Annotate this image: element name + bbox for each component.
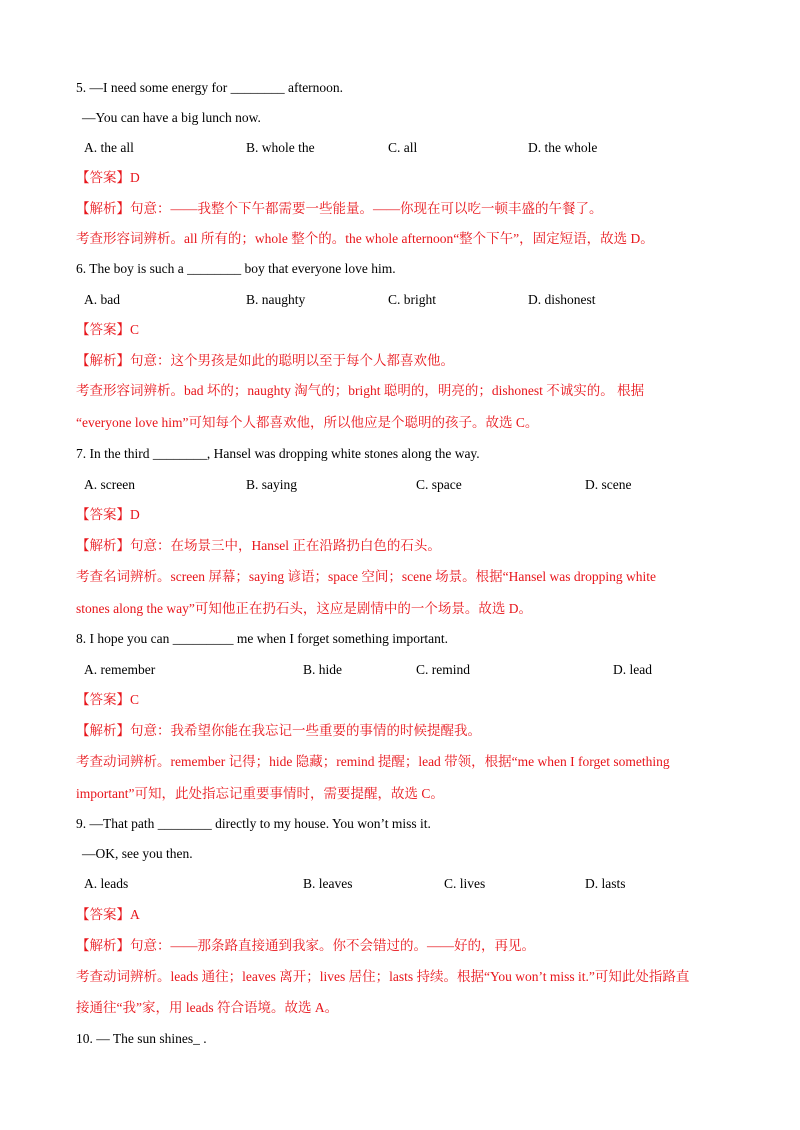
question-5-reply: —You can have a big lunch now.	[82, 110, 261, 125]
question-8-option-d: D. lead	[613, 662, 652, 677]
question-8-option-b: B. hide	[303, 662, 342, 677]
question-7-explanation-line-1: 考查名词辨析。screen 屏幕；saying 谚语；space 空间；scene 场景。根据“Hansel was dropping white	[76, 569, 657, 584]
question-6-option-b: B. naughty	[246, 292, 306, 307]
question-6-option-d: D. dishonest	[528, 292, 596, 307]
question-9-answer: 【答案】A	[76, 907, 140, 922]
question-9-stem: 9. —That path ________ directly to my house. You won’t miss it.	[76, 816, 431, 831]
question-7-analysis: 【解析】句意：在场景三中，Hansel 正在沿路扔白色的石头。	[76, 538, 441, 553]
question-5-option-c: C. all	[388, 140, 418, 155]
question-6-analysis: 【解析】句意：这个男孩是如此的聪明以至于每个人都喜欢他。	[76, 353, 454, 368]
question-8-option-a: A. remember	[84, 662, 156, 677]
question-9-option-b: B. leaves	[303, 876, 353, 891]
question-5-answer: 【答案】D	[76, 170, 140, 185]
question-7-option-c: C. space	[416, 477, 462, 492]
question-7-stem: 7. In the third ________, Hansel was dropping white stones along the way.	[76, 446, 480, 461]
question-6-option-c: C. bright	[388, 292, 437, 307]
question-8-analysis: 【解析】句意：我希望你能在我忘记一些重要的事情的时候提醒我。	[76, 723, 481, 738]
question-9-reply: —OK, see you then.	[82, 846, 193, 861]
question-5-explanation: 考查形容词辨析。all 所有的；whole 整个的。the whole afternoon“整个下午”，固定短语，故选 D。	[76, 231, 654, 246]
question-9-option-a: A. leads	[84, 876, 129, 891]
question-9-analysis: 【解析】句意：——那条路直接通到我家。你不会错过的。——好的，再见。	[76, 938, 535, 953]
question-6-answer: 【答案】C	[76, 322, 140, 337]
question-9-explanation-line-1: 考查动词辨析。leads 通往；leaves 离开；lives 居住；lasts 持续。根据“You won’t miss it.”可知此处指路直	[76, 969, 690, 984]
question-8-explanation-line-2: important”可知，此处指忘记重要事情时，需要提醒，故选 C。	[76, 786, 444, 801]
question-6-explanation-line-1: 考查形容词辨析。bad 坏的；naughty 淘气的；bright 聪明的，明亮的；dishonest 不诚实的。 根据	[76, 383, 645, 398]
question-6-option-a: A. bad	[84, 292, 120, 307]
question-5-option-a: A. the all	[84, 140, 134, 155]
question-5-option-d: D. the whole	[528, 140, 598, 155]
question-7-answer: 【答案】D	[76, 507, 140, 522]
question-9-option-c: C. lives	[444, 876, 486, 891]
question-6-stem: 6. The boy is such a ________ boy that everyone love him.	[76, 261, 396, 276]
question-5-option-b: B. whole the	[246, 140, 315, 155]
question-5-stem: 5. —I need some energy for ________ afternoon.	[76, 80, 344, 95]
question-7-option-d: D. scene	[585, 477, 632, 492]
question-8-stem: 8. I hope you can _________ me when I forget something important.	[76, 631, 449, 646]
question-7-explanation-line-2: stones along the way”可知他正在扔石头，这应是剧情中的一个场景。故选 D。	[76, 601, 532, 616]
question-7-option-a: A. screen	[84, 477, 135, 492]
question-9-option-d: D. lasts	[585, 876, 626, 891]
question-5-analysis: 【解析】句意：——我整个下午都需要一些能量。——你现在可以吃一顿丰盛的午餐了。	[76, 201, 603, 216]
question-7-option-b: B. saying	[246, 477, 298, 492]
question-6-explanation-line-2: “everyone love him”可知每个人都喜欢他，所以他应是个聪明的孩子。故选 C。	[76, 415, 539, 430]
question-8-explanation-line-1: 考查动词辨析。remember 记得；hide 隐藏；remind 提醒；lead 带领，根据“me when I forget something	[76, 754, 670, 769]
question-10-stem: 10. — The sun shines_ .	[76, 1031, 207, 1046]
question-8-option-c: C. remind	[416, 662, 470, 677]
question-9-explanation-line-2: 接通往“我”家，用 leads 符合语境。故选 A。	[76, 1000, 339, 1015]
question-8-answer: 【答案】C	[76, 692, 140, 707]
